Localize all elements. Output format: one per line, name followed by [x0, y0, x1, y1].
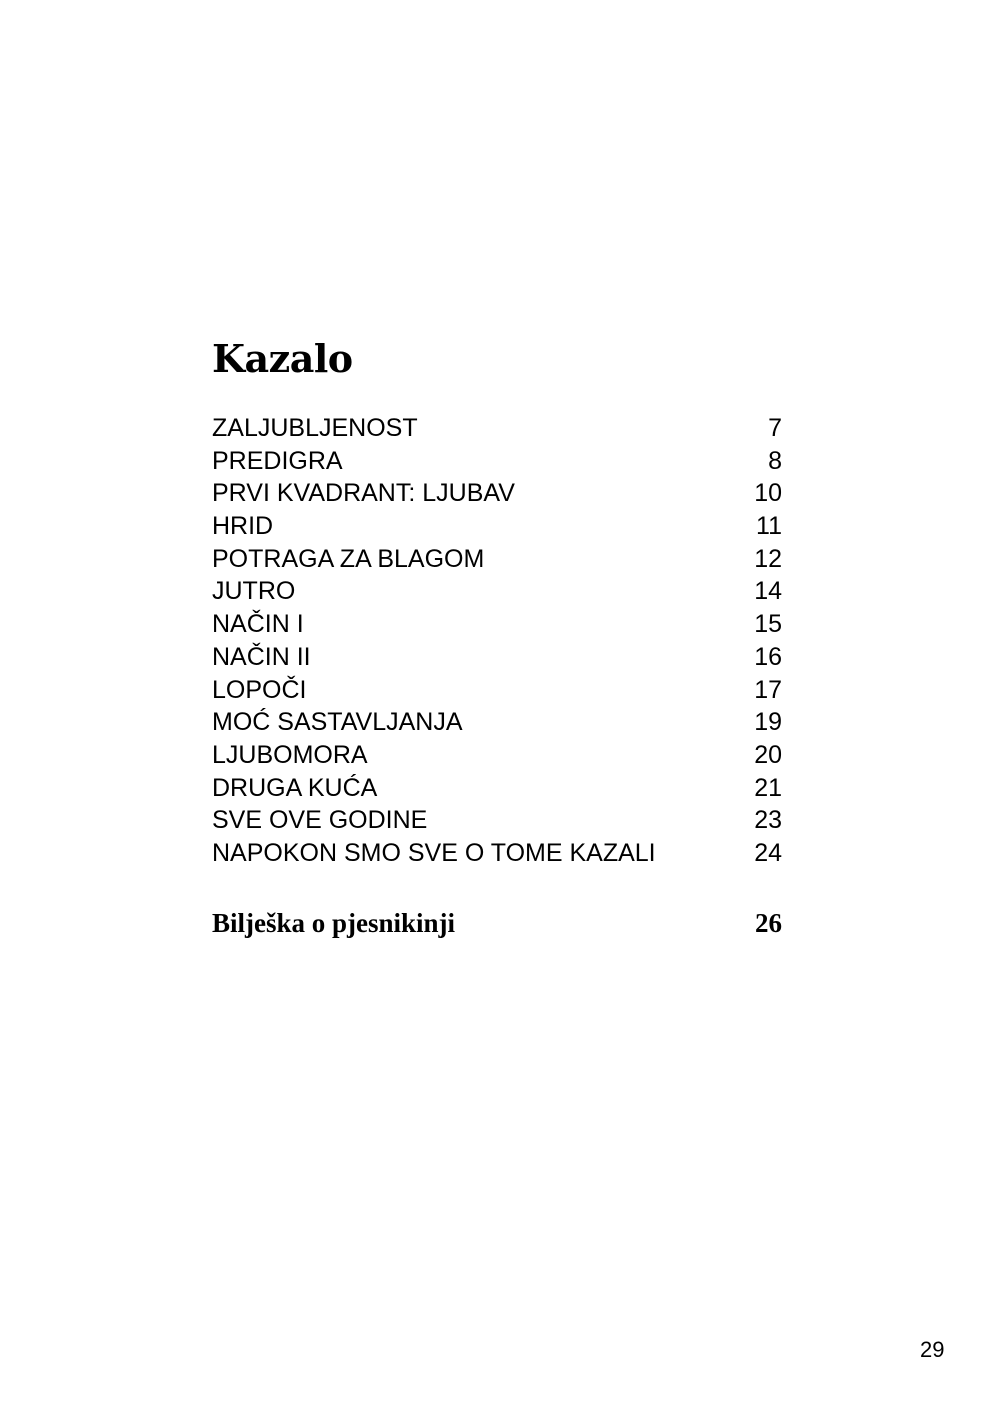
toc-entry: [212, 674, 782, 707]
toc-entry-title: NAPOKON SMO SVE O TOME KAZALI: [212, 838, 656, 867]
toc-entry-page: 21: [754, 773, 782, 802]
toc-entry-page: 15: [754, 610, 782, 639]
toc-entry: [212, 739, 782, 772]
toc-entry: [212, 575, 782, 608]
toc-entry-page: 20: [754, 740, 782, 769]
toc-note-page: 26: [755, 908, 782, 938]
toc-entry-page: 24: [754, 838, 782, 867]
toc-entry-title: DRUGA KUĆA: [212, 773, 378, 802]
toc-entry: [212, 510, 782, 543]
toc-list: [212, 412, 782, 870]
toc-entry-title: PRVI KVADRANT: LJUBAV: [212, 479, 515, 508]
toc-entry-page: 17: [754, 675, 782, 704]
toc-entry-page: 7: [768, 414, 782, 442]
toc-entry-title: NAČIN II: [212, 642, 311, 671]
toc-entry: [212, 543, 782, 576]
page-number: 29: [920, 1337, 945, 1362]
toc-entry: [212, 706, 782, 739]
toc-entry-page: 8: [768, 446, 782, 475]
toc-entry-title: SVE OVE GODINE: [212, 806, 428, 835]
toc-entry-page: 23: [754, 806, 782, 835]
toc-entry-title: ZALJUBLJENOST: [212, 414, 418, 442]
toc-entry: [212, 608, 782, 641]
toc-entry-page: 16: [754, 642, 782, 671]
toc-entry-page: 12: [754, 544, 782, 573]
toc-entry-title: JUTRO: [212, 577, 296, 606]
toc-entry: [212, 804, 782, 837]
toc-entry: [212, 445, 782, 478]
toc-entry: [212, 477, 782, 510]
toc-entry: [212, 641, 782, 674]
toc-note-entry: [212, 903, 782, 943]
toc-entry: [212, 837, 782, 870]
toc-entry-title: NAČIN I: [212, 610, 304, 639]
page-title: Kazalo: [212, 336, 353, 381]
toc-entry: [212, 772, 782, 805]
toc-entry-title: POTRAGA ZA BLAGOM: [212, 544, 485, 573]
toc-entry-title: LOPOČI: [212, 675, 307, 704]
toc-entry: [212, 412, 782, 445]
toc-entry-page: 11: [756, 512, 782, 541]
toc-entry-page: 10: [754, 479, 782, 508]
toc-entry-page: 14: [754, 577, 782, 606]
toc-entry-title: LJUBOMORA: [212, 740, 368, 769]
toc-entry-title: PREDIGRA: [212, 446, 343, 475]
toc-entry-title: MOĆ SASTAVLJANJA: [212, 708, 463, 737]
toc-note-title: Bilješka o pjesnikinji: [212, 908, 456, 938]
toc-entry-title: HRID: [212, 512, 274, 541]
toc-entry-page: 19: [754, 708, 782, 737]
